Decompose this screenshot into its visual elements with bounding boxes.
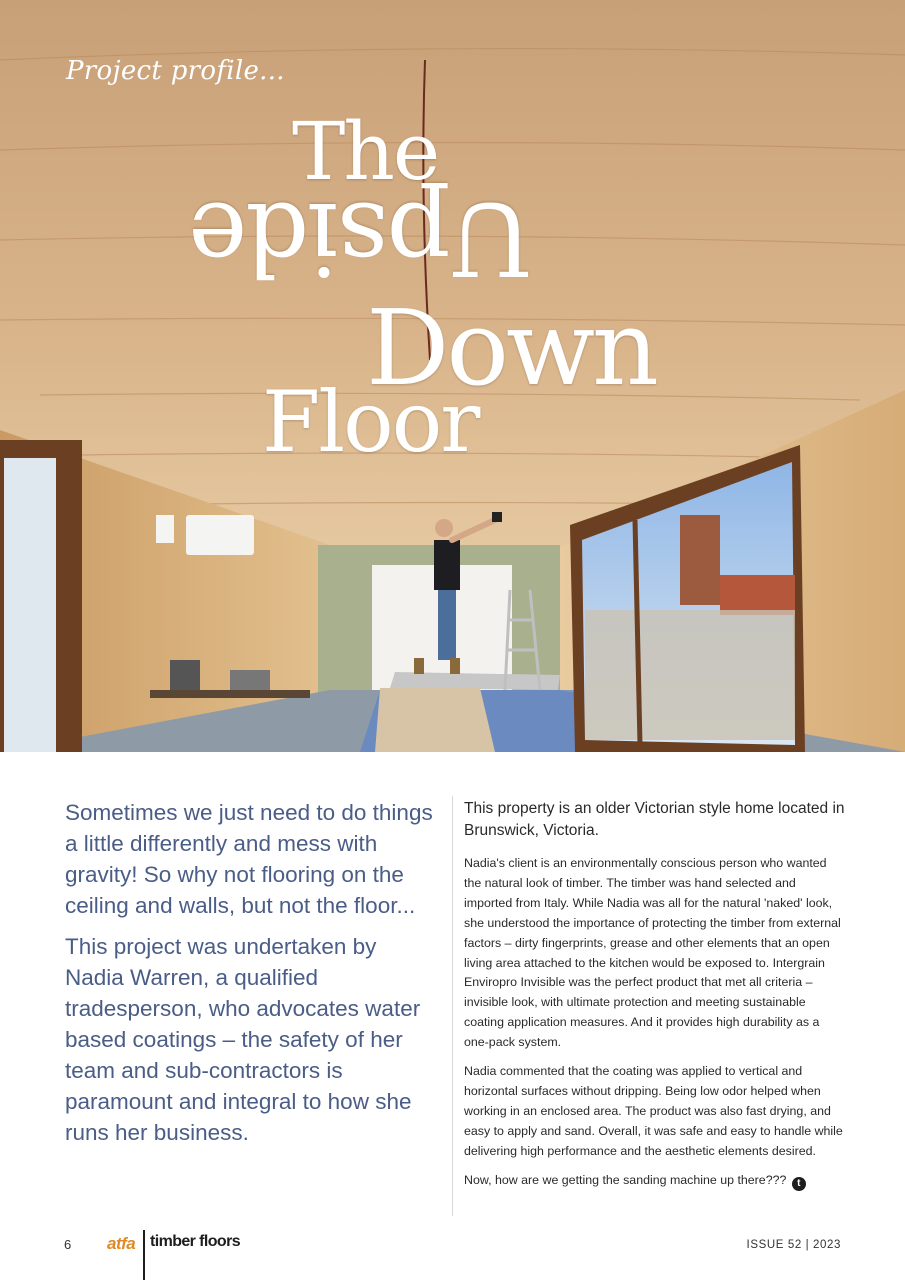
section-kicker: Project profile... xyxy=(66,56,285,86)
atfa-logo: atfa xyxy=(107,1234,136,1253)
lead-column xyxy=(65,797,440,1158)
title-word-down: Down xyxy=(366,287,656,409)
logo-divider xyxy=(143,1230,145,1280)
lead-paragraph: This project was undertaken by Nadia Warren, a qualified tradesperson, who advocates water based coatings – the safety of her team and sub-contractors is paramount and integral to how she runs her business. xyxy=(65,934,421,1145)
body-closing xyxy=(464,1171,846,1191)
body-paragraph: Nadia commented that the coating was applied to vertical and horizontal surfaces without dripping. Being low odor helped when working in an enclosed area. The product was also fast drying, and easy to apply and sand. Overall, it was safe and easy to handle while delivering high performance and the aesthetic elements desired. xyxy=(464,1064,843,1158)
title-word-the: The xyxy=(292,105,439,198)
body-paragraph: Nadia's client is an environmentally conscious person who wanted the natural look of timber. The timber was hand selected and imported from Italy. While Nadia was all for the natural 'naked' look, she understood the importance of protecting the timber from external factors – dirty fingerprints, grease and other elements that an open living area attached to the kitchen would be exposed to. Intergrain Enviropro Invisible was the perfect product that met all criteria – invisible look, with ultimate protection and meeting sustainable coating application measures. And it provides high durability as a one-pack system. xyxy=(464,856,841,1050)
lead-paragraph: Sometimes we just need to do things a little differently and mess with gravity! So why not flooring on the ceiling and walls, but not the floor... xyxy=(65,800,433,918)
title-word-upside: Upside xyxy=(190,180,533,297)
end-mark-icon: t xyxy=(792,1177,806,1191)
title-word-floor: Floor xyxy=(262,373,479,471)
closing-text: Now, how are we getting the sanding machine up there??? xyxy=(464,1172,787,1187)
timber-floors-logo: timber floors xyxy=(150,1233,240,1250)
body-column xyxy=(464,798,846,1200)
column-divider xyxy=(452,796,453,1216)
body-intro: This property is an older Victorian style home located in Brunswick, Victoria. xyxy=(464,800,845,839)
issue-label: ISSUE 52 | 2023 xyxy=(746,1239,841,1251)
page-number: 6 xyxy=(64,1237,72,1252)
